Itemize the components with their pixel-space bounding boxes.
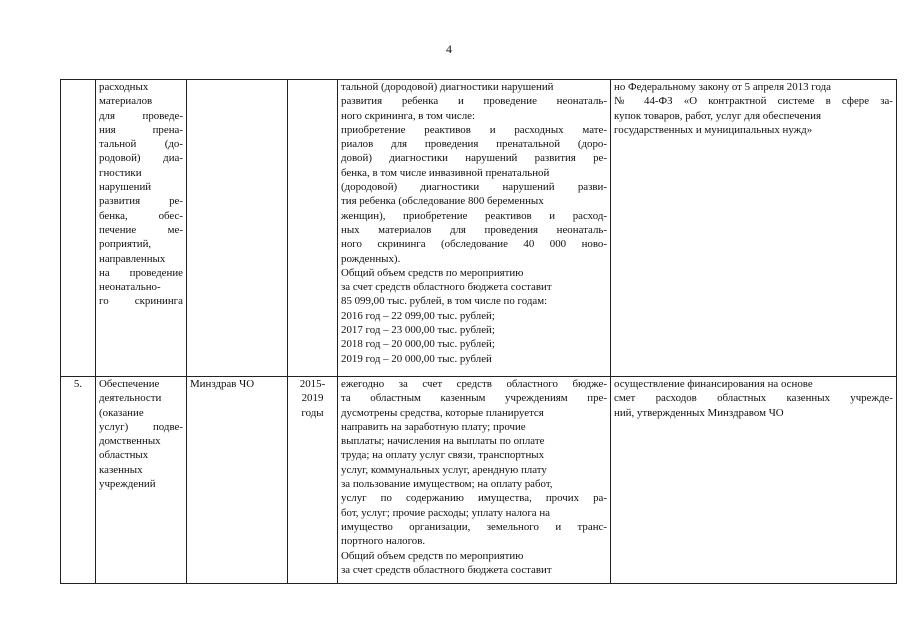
text-line: (оказание (99, 406, 144, 419)
text-line: ных материалов для проведения неонаталь- (341, 223, 607, 236)
text-line: тальной (до- (99, 138, 183, 151)
text-line: дусмотрены средства, которые планируется (341, 406, 544, 419)
text-line: рожденных). (341, 252, 401, 265)
text-line: Обеспечение (99, 378, 160, 390)
measure-name-cell (96, 80, 187, 377)
text-line: ний, утвержденных Минздравом ЧО (614, 406, 784, 419)
text-line: услуг, коммунальных услуг, арендную плату (341, 463, 547, 476)
text-line: выплаты; начисления на выплаты по оплате (341, 435, 545, 448)
text-line: деятельности (99, 392, 162, 405)
text-line: смет расходов областных казенных учрежде- (614, 392, 893, 405)
text-line: за счет средств областного бюджета составит (341, 281, 552, 294)
text-line: домственных (99, 435, 161, 448)
text-line: для проведе- (99, 109, 183, 122)
measure-name-text (99, 377, 183, 491)
text-line: услуг) подве- (99, 420, 183, 433)
text-line: тальной (дородовой) диагностики нарушений (341, 81, 554, 93)
text-line: осуществление финансирования на основе (614, 378, 813, 390)
text-line: гностики (99, 166, 142, 179)
text-line: государственных и муниципальных нужд» (614, 123, 813, 136)
text-line: женщин), приобретение реактивов и расход- (341, 209, 607, 222)
text-line: труда; на оплату услуг связи, транспортных (341, 449, 545, 462)
basis-text (614, 80, 893, 137)
text-line: та областным казенным учреждениям пре- (341, 392, 607, 405)
text-line: бенка, в том числе инвазивной пренатальной (341, 166, 550, 179)
text-line: услуг по содержанию имущества, прочих ра- (341, 492, 607, 505)
measure-name-text (99, 80, 183, 309)
text-line: 2015- (299, 378, 326, 390)
text-line: 2019 (301, 392, 324, 405)
text-line: ного скрининга, в том числе: (341, 109, 476, 122)
text-line: 2018 год – 20 000,00 тыс. рублей; (341, 338, 495, 351)
text-line: портного налогов. (341, 535, 426, 548)
table-row (61, 377, 897, 584)
page-number: 4 (446, 42, 452, 56)
text-line: ния прена- (99, 123, 183, 136)
basis-cell (611, 80, 897, 377)
text-line: нарушений (99, 181, 152, 194)
text-line: 2019 год – 20 000,00 тыс. рублей (341, 352, 492, 365)
text-line: приобретение реактивов и расходных мате- (341, 123, 607, 136)
text-line: направить на заработную плату; прочие (341, 420, 526, 433)
text-line: материалов (99, 95, 153, 108)
text-line: но Федеральному закону от 5 апреля 2013 года (614, 81, 832, 93)
text-line: Общий объем средств по мероприятию (341, 549, 524, 562)
text-line: родовой) диа- (99, 152, 183, 165)
text-line: неонатально- (99, 281, 161, 294)
measure-name-cell (96, 377, 187, 584)
text-line: областных (99, 449, 149, 462)
text-line: купок товаров, работ, услуг для обеспечения (614, 109, 821, 122)
text-line: учреждений (99, 478, 156, 491)
text-line: бенка, обес- (99, 209, 183, 222)
description-cell (338, 80, 611, 377)
description-text (341, 80, 607, 366)
row-number-cell: 5. (61, 377, 96, 584)
text-line: тия ребенка (обследование 800 беременных (341, 195, 544, 208)
measures-table (60, 79, 897, 584)
text-line: годы (301, 406, 324, 419)
text-line: за пользование имуществом; на оплату работ, (341, 478, 553, 491)
text-line: № 44-ФЗ «О контрактной системе в сфере за- (614, 95, 893, 108)
description-cell (338, 377, 611, 584)
text-line: на проведение (99, 266, 183, 279)
basis-cell (611, 377, 897, 584)
years-cell (288, 377, 338, 584)
text-line: ного скрининга (обследование 40 000 ново- (341, 238, 607, 251)
text-line: за счет средств областного бюджета составит (341, 563, 552, 576)
text-line: 2017 год – 23 000,00 тыс. рублей; (341, 324, 495, 337)
text-line: развития ре- (99, 195, 183, 208)
years-text (291, 377, 334, 420)
text-line: Общий объем средств по мероприятию (341, 266, 524, 279)
description-text (341, 377, 607, 577)
text-line: 2016 год – 22 099,00 тыс. рублей; (341, 309, 495, 322)
text-line: развития ребенка и проведение неонаталь- (341, 95, 607, 108)
basis-text (614, 377, 893, 420)
text-line: имущество организации, земельного и транс- (341, 520, 607, 533)
text-line: расходных (99, 81, 149, 93)
text-line: (дородовой) диагностики нарушений разви- (341, 181, 607, 194)
text-line: ежегодно за счет средств областного бюдже- (341, 378, 607, 390)
text-line: риалов для проведения пренатальной (доро- (341, 138, 607, 151)
text-line: бот, услуг; прочие расходы; уплату налога на (341, 506, 551, 519)
row-number-cell (61, 80, 96, 377)
text-line: го скрининга (99, 295, 183, 308)
text-line: роприятий, (99, 238, 152, 251)
years-cell (288, 80, 338, 377)
executor-cell (187, 80, 288, 377)
executor-cell: Минздрав ЧО (187, 377, 288, 584)
table-row (61, 80, 897, 377)
text-line: казенных (99, 463, 143, 476)
text-line: направленных (99, 252, 166, 265)
text-line: довой) диагностики нарушений развития ре- (341, 152, 607, 165)
text-line: печение ме- (99, 223, 183, 236)
text-line: 85 099,00 тыс. рублей, в том числе по годам: (341, 295, 548, 308)
